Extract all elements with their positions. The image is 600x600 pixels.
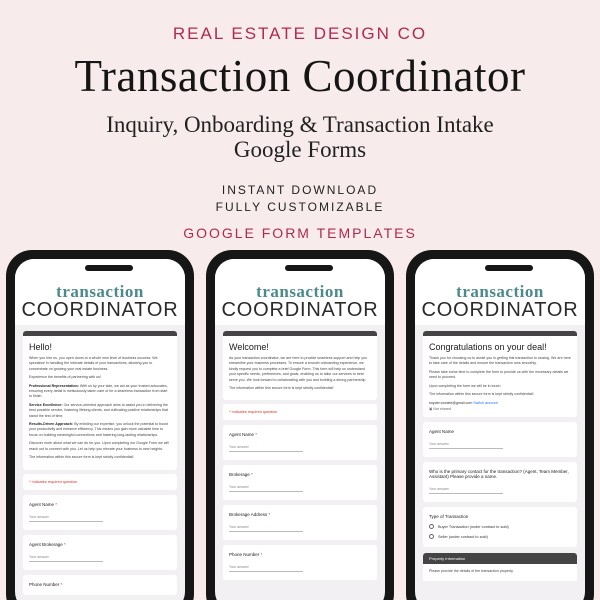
feature-customizable: FULLY CUSTOMIZABLE — [215, 200, 385, 214]
account-email: snyder.toonlee@gmail.com — [429, 401, 473, 406]
logo-word-coordinator: COORDINATOR — [21, 299, 179, 321]
radio-circle[interactable] — [429, 534, 434, 539]
radio-label: Buyer Transaction (under contract to sold) — [438, 524, 509, 529]
form-intro-card — [223, 331, 377, 400]
confidential-note: The information within this secure form is kept strictly confidential! — [229, 386, 334, 391]
question-agent-name — [23, 495, 177, 530]
radio-option-buyer[interactable] — [429, 524, 571, 529]
phone-screen — [215, 259, 385, 600]
required-star: * — [268, 512, 271, 518]
answer-input[interactable]: Your answer — [229, 565, 303, 572]
lock-icon: ▣ — [429, 407, 433, 412]
question-label: Brokerage Address — [229, 512, 268, 518]
required-star: * — [260, 552, 263, 558]
main-title: Transaction Coordinator — [74, 51, 526, 101]
subtitle — [0, 112, 600, 162]
form-intro-card — [423, 331, 577, 417]
required-note: * Indicates required question — [223, 404, 377, 420]
benefit-paragraph — [29, 422, 171, 438]
question-phone-number — [23, 575, 177, 595]
logo-word-transaction: transaction — [456, 282, 544, 301]
question-label: Brokerage — [229, 472, 250, 478]
question-label: Phone Number — [229, 552, 260, 558]
intro-paragraph: Thank you for choosing us to assist you in getting this transaction to closing. We are here to take care of the details and ensure the transaction runs smoothly. — [429, 356, 571, 366]
phone-notch — [85, 265, 133, 271]
phone-notch — [485, 265, 533, 271]
required-note: * Indicates required question — [23, 474, 177, 490]
answer-input[interactable]: Your answer — [29, 515, 103, 522]
benefit-title: Service Excellence: — [29, 402, 63, 407]
benefit-text: With us by your side, we act as your trusted advocates, ensuring every detail is meticulously taken care of for a seamless transaction from start to finish. — [29, 383, 168, 399]
question-agent-name — [423, 422, 577, 457]
question-label: Agent Name — [29, 501, 55, 507]
brand-name: REAL ESTATE DESIGN CO — [172, 24, 428, 43]
question-phone-number — [223, 545, 377, 580]
required-star: * — [255, 432, 258, 438]
answer-input[interactable]: Your answer — [429, 442, 503, 449]
question-label: Type of Transaction — [429, 514, 469, 520]
logo-word-transaction: transaction — [56, 282, 144, 301]
question-brokerage-address — [223, 505, 377, 540]
required-star: * — [55, 501, 58, 507]
benefit-text: Our service-oriented approach aims to assist you in delivering the best possible service, fostering lifelong clients, and cultivating positive relationships that stand the test of time. — [29, 402, 169, 418]
phone-inquiry-form — [6, 250, 194, 600]
phone-transaction-intake-form — [406, 250, 594, 600]
question-agent-brokerage — [23, 535, 177, 570]
question-label: Agent Name — [429, 429, 455, 435]
phone-screen — [415, 259, 585, 600]
form-heading: Welcome! — [229, 342, 269, 352]
form-heading: Congratulations on your deal! — [429, 342, 547, 352]
required-star: * — [60, 581, 63, 587]
subtitle-line-1: Inquiry, Onboarding & Transaction Intake — [106, 112, 494, 137]
intro-paragraph: Experience the benefits of partnering with us! — [29, 375, 101, 380]
question-agent-name — [223, 425, 377, 460]
benefit-title: Results-Driven Approach: — [29, 422, 74, 427]
benefit-paragraph — [29, 403, 171, 419]
templates-label: GOOGLE FORM TEMPLATES — [183, 225, 417, 241]
logo-word-coordinator: COORDINATOR — [221, 299, 379, 321]
question-transaction-type — [423, 507, 577, 547]
feature-instant-download: INSTANT DOWNLOAD — [221, 183, 379, 197]
account-line — [429, 401, 571, 405]
section-header: Property Information — [423, 553, 577, 564]
logo-word-coordinator: COORDINATOR — [421, 299, 579, 321]
not-shared-label — [429, 407, 571, 411]
subtitle-line-2: Google Forms — [233, 137, 367, 162]
radio-label: Seller (under contract to sold) — [438, 534, 488, 539]
confidential-note: The information within this secure form is kept strictly confidential! — [29, 455, 134, 460]
answer-input[interactable]: Your answer — [229, 525, 303, 532]
benefit-paragraph — [29, 384, 171, 400]
question-brokerage — [223, 465, 377, 500]
benefit-title: Professional Representation: — [29, 383, 79, 388]
radio-circle[interactable] — [429, 524, 434, 529]
logo-word-transaction: transaction — [256, 282, 344, 301]
question-label: Agent Brokerage — [29, 541, 63, 547]
intro-paragraph: As your transaction coordinator, we are here to provide seamless support and help you streamline your business processes. To ensure a smooth onboarding experience, we kindly request you to complete a brief Google Form. This form will help us understand your specific needs, preferences, and goals, enabling us to tailor our services to best serve you. We look forward to collaborating with you and building a strong partnership. — [229, 356, 368, 382]
intro-paragraph: Please take some time to complete the form to provide us with the necessary details we need to proceed. — [429, 369, 569, 380]
section-description: Please provide the details of the transaction property. — [423, 564, 577, 581]
discover-paragraph: Discover more about what we can do for you. Upon completing our Google Form we will reach out to connect with you. Let us help you elevate your business to new heights. — [29, 441, 169, 451]
phone-notch — [285, 265, 333, 271]
question-label: Who is the primary contact for the transaction? (Agent, Team Member, Assistant) Please provide a name. — [429, 469, 569, 480]
question-primary-contact — [423, 462, 577, 502]
form-heading: Hello! — [29, 342, 53, 352]
intro-paragraph: Upon completing the form we will be in touch. — [429, 383, 502, 388]
intro-paragraph: When you hire us, you open doors to a whole new level of business success. We specialize in handling the intricate details of your transactions, allowing you to concentrate on growing your real estate business. — [29, 356, 158, 371]
required-star: * — [64, 541, 66, 547]
answer-input[interactable]: Your answer — [229, 485, 303, 492]
answer-input[interactable]: Your answer — [229, 445, 303, 452]
answer-input[interactable]: Your answer — [29, 555, 103, 562]
form-intro-card — [23, 331, 177, 470]
answer-input[interactable]: Your answer — [429, 487, 503, 494]
not-shared-text: Not shared — [433, 407, 451, 412]
question-label: Agent Name — [229, 432, 255, 438]
phone-screen — [15, 259, 185, 600]
required-star: * — [251, 472, 253, 478]
question-label: Phone Number — [29, 581, 60, 587]
confidential-note: The information within this secure form is kept strictly confidential! — [429, 392, 534, 397]
phone-onboarding-form — [206, 250, 394, 600]
benefit-text: By enlisting our expertise, you unlock the potential to boost your productivity and enhance efficiency. This means you gain more valuable time to focus on building meaningful connections and fostering long-lasting relationships. — [29, 422, 168, 437]
radio-option-seller[interactable] — [429, 534, 571, 539]
switch-account-link[interactable]: Switch account — [473, 401, 498, 406]
